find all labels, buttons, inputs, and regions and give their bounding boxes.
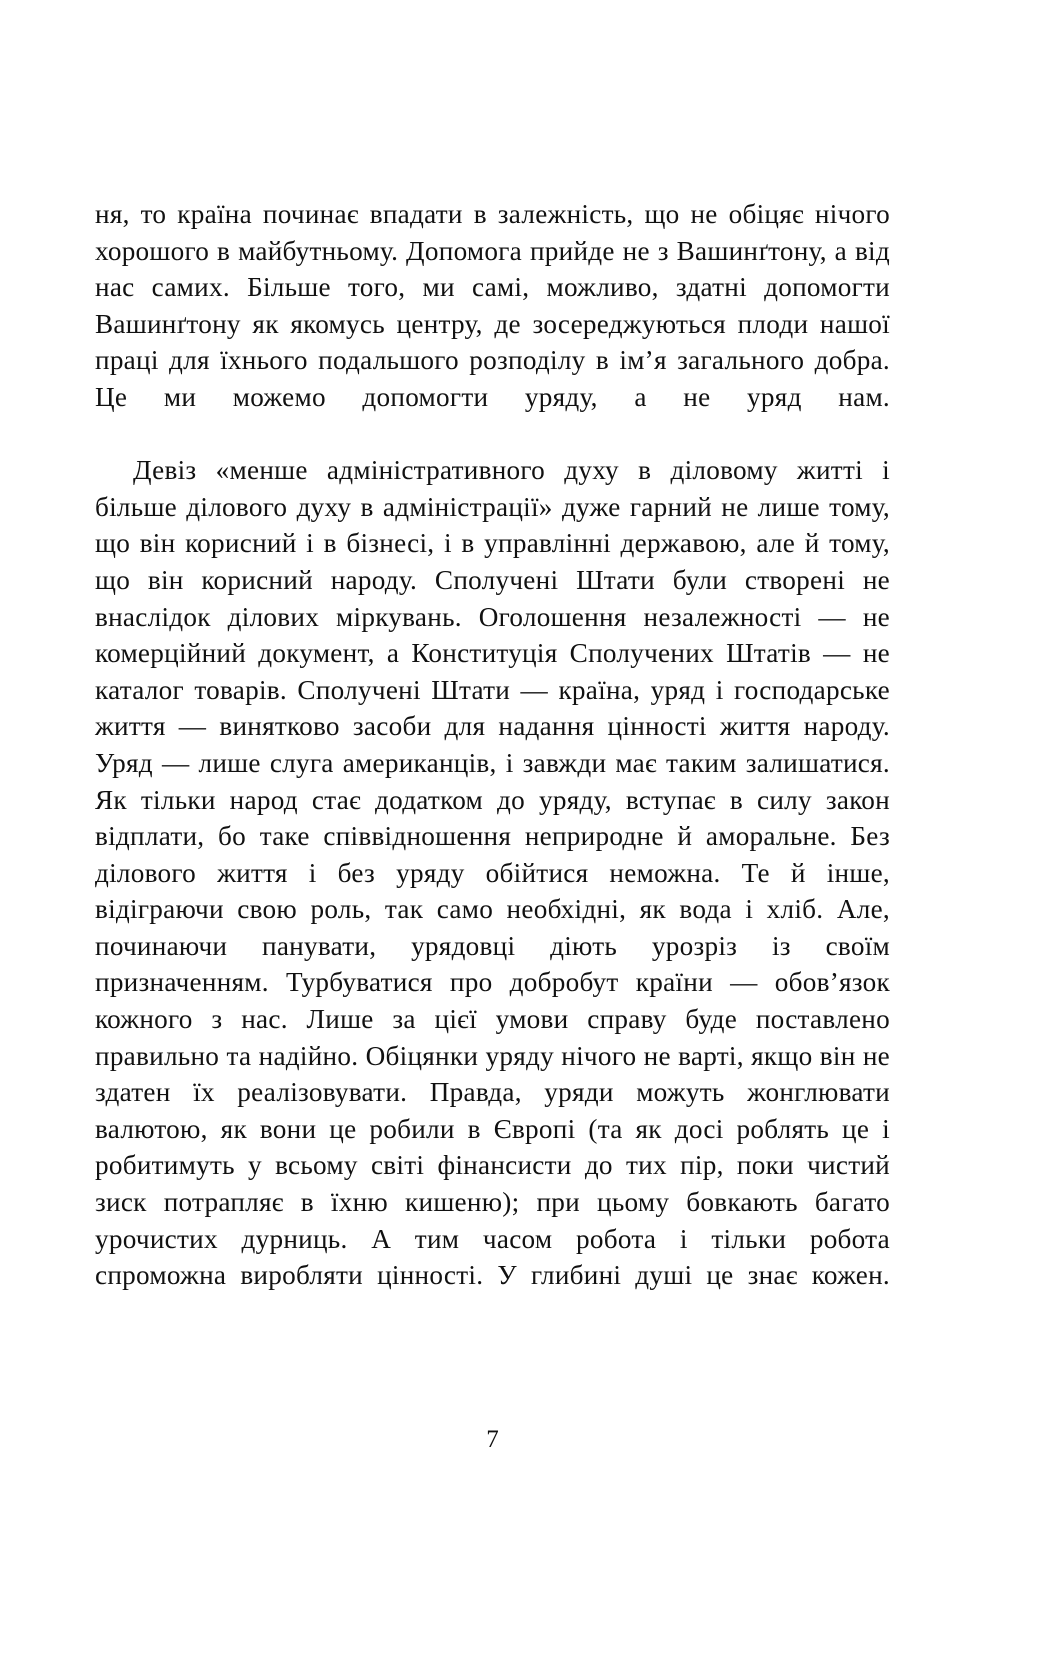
page-number: 7 [486,1426,499,1453]
paragraph-continued: ня, то країна починає впадати в залежність, що не обіцяє нічого хорошого в майбутньому. Допомога прийде не з Вашинґтону, а від нас самих. Більше того, ми самі, можливо, здатні допомогти Вашинґтону як якомусь центру, де зосереджуються плоди нашої праці для їхнього подальшого розподілу в ім’я загального добра. Це ми можемо допомогти уряду, а не уряд нам. [95,199,890,412]
page-text-block [95,196,890,1330]
paragraph-deviz: Девіз «менше адміністративного духу в діловому житті і більше ділового духу в адміністрації» дуже гарний не лише тому, що він корисний і в бізнесі, і в управлінні державою, але й тому, що він корисний народу. Сполучені Штати були створені не внаслідок ділових міркувань. Оголошення незалежності — не комерційний документ, а Конституція Сполучених Штатів — не каталог товарів. Сполучені Штати — країна, уряд і господарське життя — винятково засоби для надання цінності життя народу. Уряд — лише слуга американців, і завжди має таким залишатися. Як тільки народ стає додатком до уряду, вступає в силу закон відплати, бо таке співвідношення неприродне й аморальне. Без ділового життя і без уряду обійтися неможна. Те й інше, відіграючи свою роль, так само необхідні, як вода і хліб. Але, починаючи панувати, урядовці діють урозріз із своїм призначенням. Турбуватися про добробут країни — обов’язок кожного з нас. Лише за цієї умови справу буде поставлено правильно та надійно. Обіцянки уряду нічого не варті, якщо він не здатен їх реалізовувати. Правда, уряди можуть жонглювати валютою, як вони це робили в Європі (та як досі роблять це і робитимуть у всьому світі фінансисти до тих пір, поки чистий зиск потрапляє в їхню кишеню); при цьому бовкають багато урочистих дурниць. А тим часом робота і тільки робота спроможна виробляти цінності. У глибині душі це знає кожен. [95,455,890,1291]
